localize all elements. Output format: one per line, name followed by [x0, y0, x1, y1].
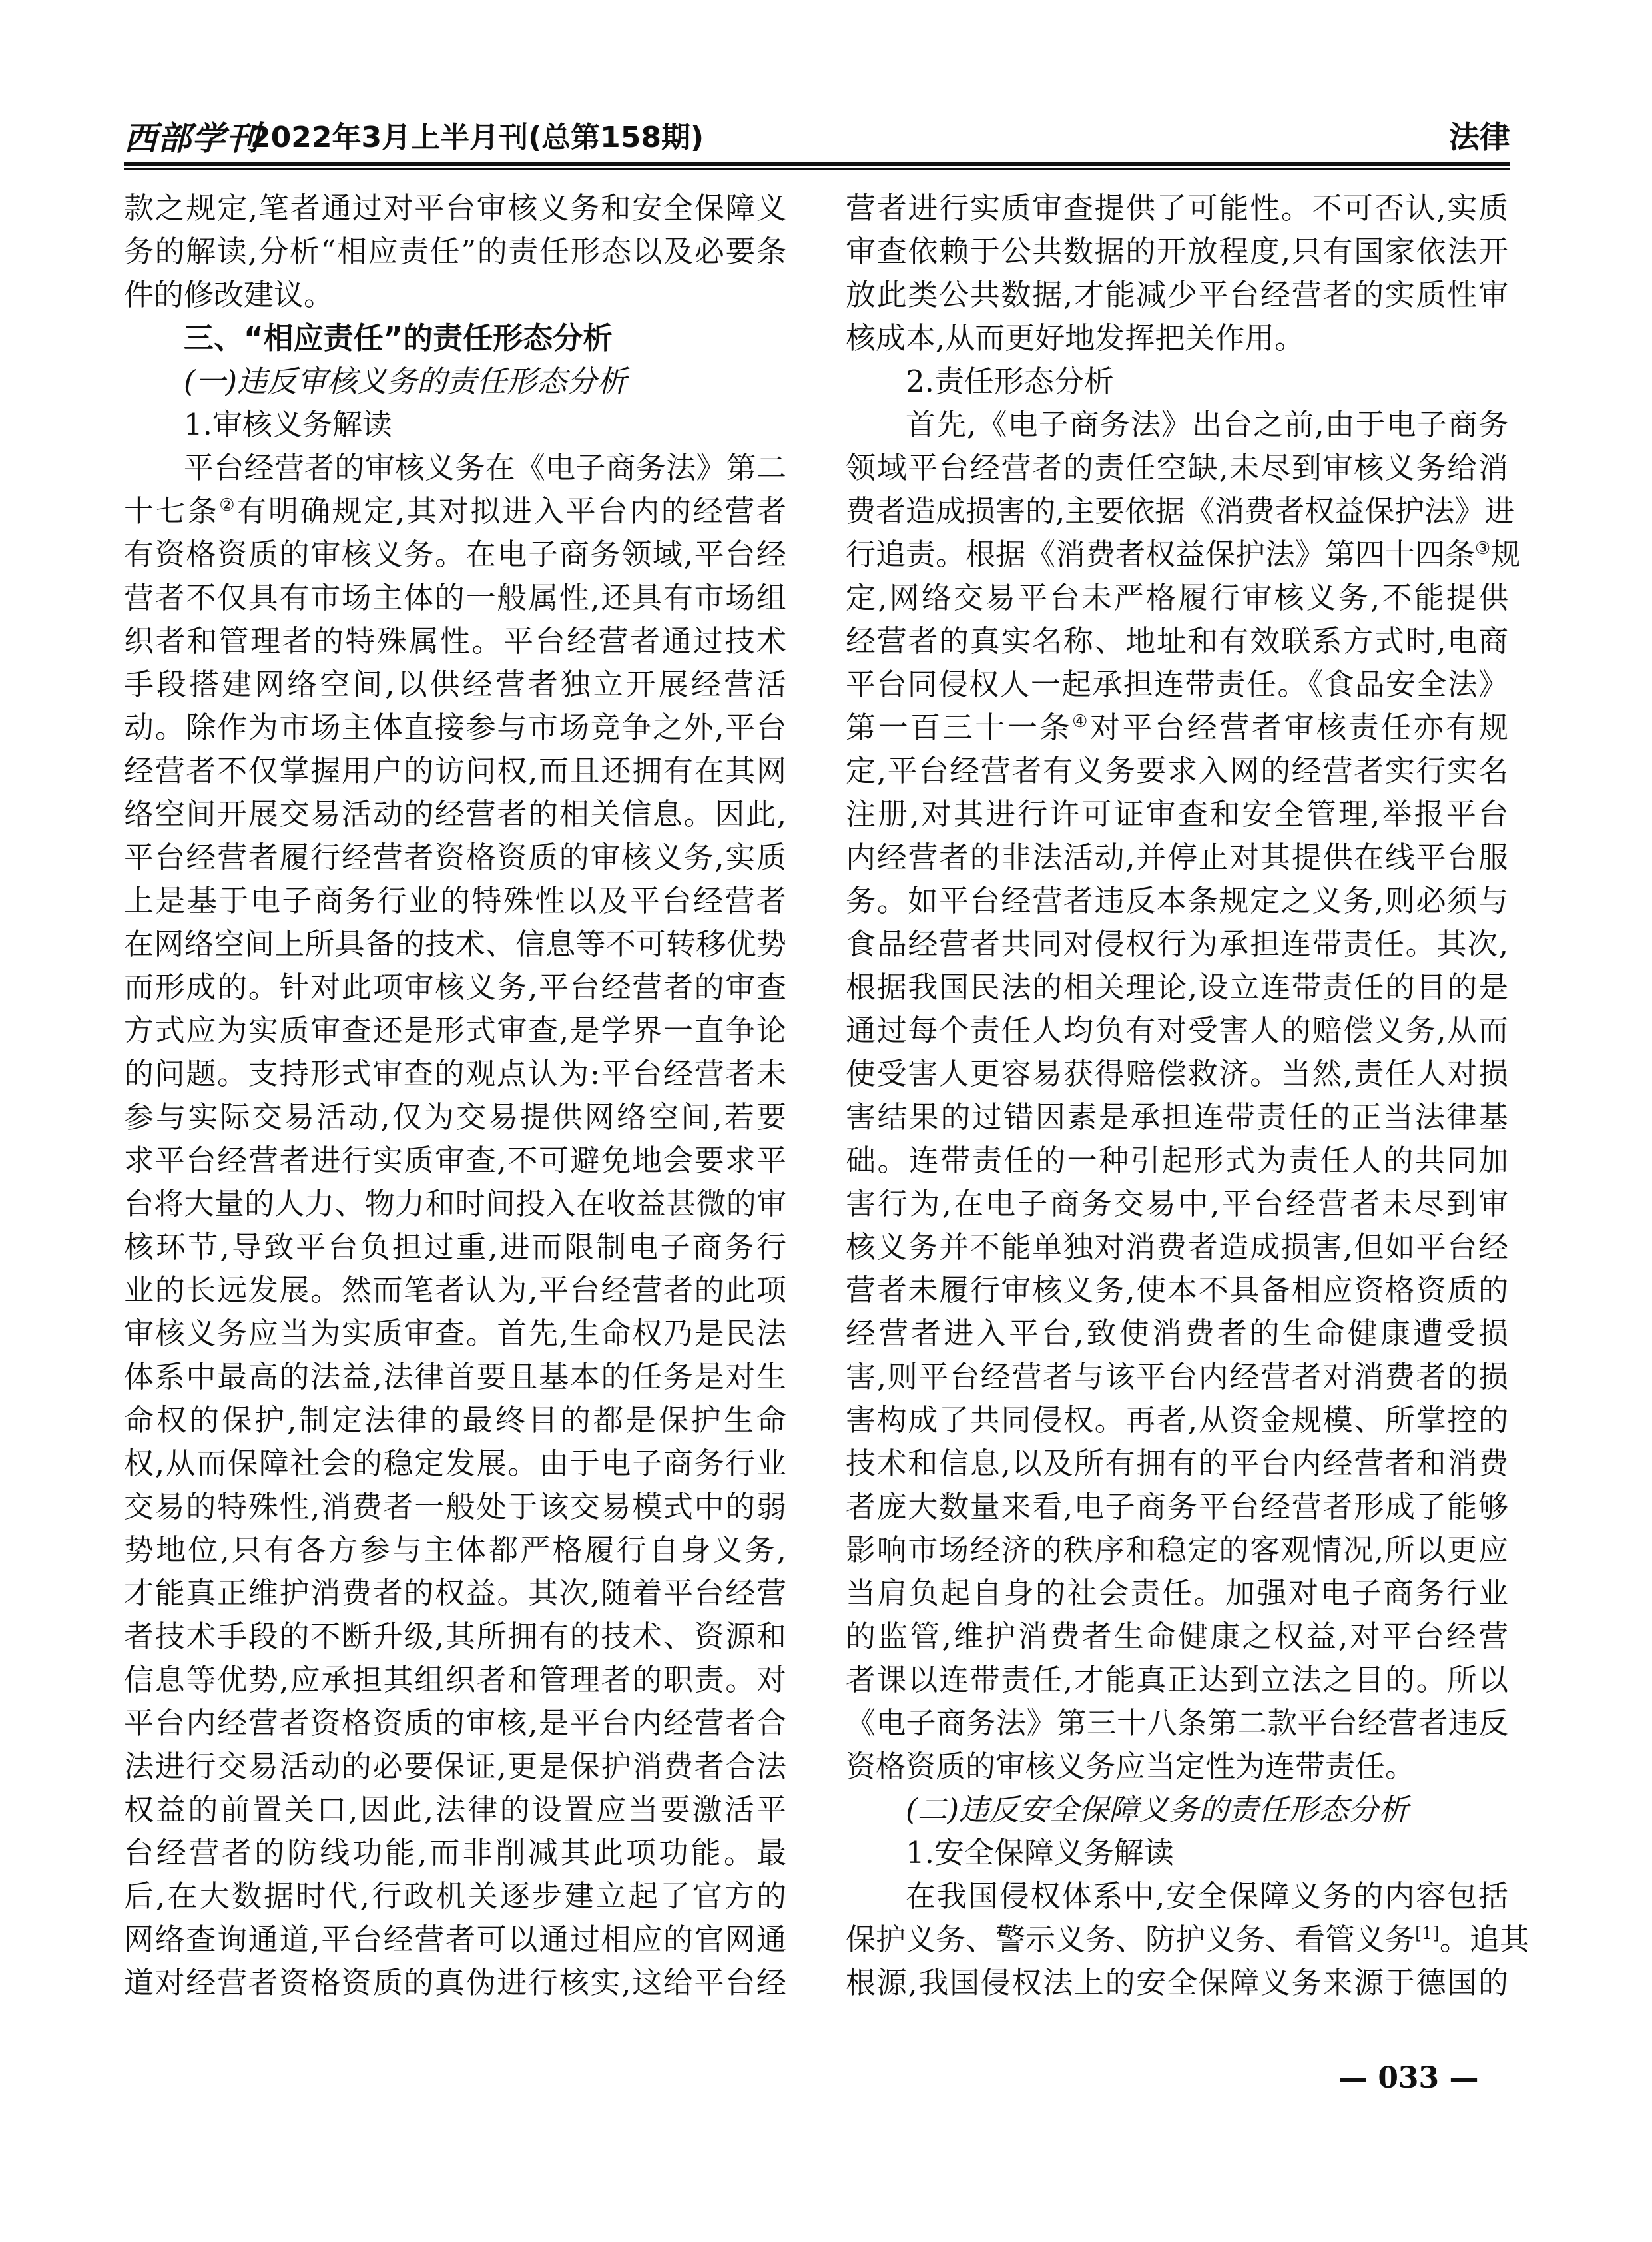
text-line: 者技术手段的不断升级,其所拥有的技术、资源和: [124, 1619, 786, 1654]
subsubsection-heading: 1.审核义务解读: [184, 407, 392, 442]
text-line: 审核义务应当为实质审查。首先,生命权乃是民法: [124, 1316, 786, 1351]
footnote-marker: ④: [1072, 712, 1090, 732]
text-line: 而形成的。针对此项审核义务,平台经营者的审查: [124, 970, 786, 1005]
text-line: 审查依赖于公共数据的开放程度,只有国家依法开: [846, 234, 1508, 269]
page-number: — 033 —: [1338, 2061, 1479, 2095]
text-line: 使受害人更容易获得赔偿救济。当然,责任人对损: [846, 1056, 1508, 1091]
text-line: 害行为,在电子商务交易中,平台经营者未尽到审: [846, 1186, 1508, 1221]
text-line: 有资格资质的审核义务。在电子商务领域,平台经: [124, 537, 786, 572]
header-rule-thin: [124, 168, 1510, 170]
text-line: 营者未履行审核义务,使本不具备相应资格资质的: [846, 1272, 1508, 1308]
text-line: 求平台经营者进行实质审查,不可避免地会要求平: [124, 1143, 786, 1178]
section-heading: 三、“相应责任”的责任形态分析: [184, 320, 613, 356]
text-line: 业的长远发展。然而笔者认为,平台经营者的此项: [124, 1272, 786, 1308]
text-line: 费者造成损害的,主要依据《消费者权益保护法》进: [846, 493, 1515, 529]
text-line: 手段搭建网络空间,以供经营者独立开展经营活: [124, 667, 786, 702]
text-line: 势地位,只有各方参与主体都严格履行自身义务,: [124, 1532, 786, 1567]
subsubsection-heading: 2.责任形态分析: [906, 364, 1114, 399]
text-line: 台将大量的人力、物力和时间投入在收益甚微的审: [124, 1186, 786, 1221]
text-line: 注册,对其进行许可证审查和安全管理,举报平台: [846, 796, 1508, 832]
text-line: 影响市场经济的秩序和稳定的客观情况,所以更应: [846, 1532, 1508, 1567]
text-line: 害结果的过错因素是承担连带责任的正当法律基: [846, 1099, 1508, 1135]
footnote-marker: [1]: [1415, 1924, 1440, 1944]
footnote-marker: ②: [219, 495, 237, 515]
text-line: 信息等优势,应承担其组织者和管理者的职责。对: [124, 1662, 786, 1697]
left-column: [124, 186, 786, 2004]
text-line: 络空间开展交易活动的经营者的相关信息。因此,: [124, 796, 786, 832]
text-line: 法进行交易活动的必要保证,更是保护消费者合法: [124, 1749, 786, 1784]
text-line: 食品经营者共同对侵权行为承担连带责任。其次,: [846, 926, 1508, 962]
text-line: 交易的特殊性,消费者一般处于该交易模式中的弱: [124, 1489, 786, 1524]
text-line: 根源,我国侵权法上的安全保障义务来源于德国的: [846, 1965, 1508, 2000]
text-line: 《电子商务法》第三十八条第二款平台经营者违反: [846, 1705, 1508, 1741]
subsubsection-heading: 1.安全保障义务解读: [906, 1835, 1174, 1870]
text-line: 定,平台经营者有义务要求入网的经营者实行实名: [846, 753, 1508, 788]
text-line: 务。如平台经营者违反本条规定之义务,则必须与: [846, 883, 1508, 918]
text-line: 核义务并不能单独对消费者造成损害,但如平台经: [846, 1229, 1508, 1264]
text-line: 的监管,维护消费者生命健康之权益,对平台经营: [846, 1619, 1508, 1654]
text-line: 害,则平台经营者与该平台内经营者对消费者的损: [846, 1359, 1508, 1394]
running-header: [124, 112, 1510, 158]
text-line: 平台同侵权人一起承担连带责任。《食品安全法》: [846, 667, 1508, 702]
subsection-heading: (一)违反审核义务的责任形态分析: [184, 364, 627, 399]
text-line: 动。除作为市场主体直接参与市场竞争之外,平台: [124, 710, 786, 745]
subsection-heading: (二)违反安全保障义务的责任形态分析: [906, 1792, 1409, 1827]
text-line: 保护义务、警示义务、防护义务、看管义务[1]。追其: [846, 1922, 1529, 1957]
text-line: 平台经营者履行经营者资格资质的审核义务,实质: [124, 840, 786, 875]
text-line: 平台经营者的审核义务在《电子商务法》第二: [184, 450, 786, 485]
text-line: 内经营者的非法活动,并停止对其提供在线平台服: [846, 840, 1508, 875]
text-line: 者课以连带责任,才能真正达到立法之目的。所以: [846, 1662, 1508, 1697]
section-tag: 法律: [1449, 119, 1510, 155]
footnote-marker: ③: [1475, 539, 1491, 559]
text-line: 营者进行实质审查提供了可能性。不可否认,实质: [846, 190, 1508, 226]
text-line: 织者和管理者的特殊属性。平台经营者通过技术: [124, 623, 786, 659]
text-line: 权,从而保障社会的稳定发展。由于电子商务行业: [124, 1446, 786, 1481]
text-line: 核成本,从而更好地发挥把关作用。: [846, 320, 1305, 356]
text-line: 害构成了共同侵权。再者,从资金规模、所掌控的: [846, 1402, 1508, 1438]
text-line: 后,在大数据时代,行政机关逐步建立起了官方的: [124, 1878, 786, 1914]
text-line: 体系中最高的法益,法律首要且基本的任务是对生: [124, 1359, 786, 1394]
text-line: 权益的前置关口,因此,法律的设置应当要激活平: [124, 1792, 786, 1827]
text-line: 才能真正维护消费者的权益。其次,随着平台经营: [124, 1575, 786, 1611]
text-line: 务的解读,分析“相应责任”的责任形态以及必要条: [124, 234, 786, 269]
text-line: 十七条②有明确规定,其对拟进入平台内的经营者: [124, 493, 786, 529]
text-line: 第一百三十一条④对平台经营者审核责任亦有规: [846, 710, 1508, 745]
text-line: 网络查询通道,平台经营者可以通过相应的官网通: [124, 1922, 786, 1957]
text-line: 经营者进入平台,致使消费者的生命健康遭受损: [846, 1316, 1508, 1351]
right-column: [846, 186, 1529, 2004]
text-line: 行追责。根据《消费者权益保护法》第四十四条③规: [846, 537, 1521, 572]
text-line: 者庞大数量来看,电子商务平台经营者形成了能够: [846, 1489, 1508, 1524]
text-line: 平台内经营者资格资质的审核,是平台内经营者合: [124, 1705, 786, 1741]
text-line: 台经营者的防线功能,而非削减其此项功能。最: [124, 1835, 786, 1870]
text-line: 在我国侵权体系中,安全保障义务的内容包括: [906, 1878, 1508, 1914]
text-line: 款之规定,笔者通过对平台审核义务和安全保障义: [124, 190, 786, 226]
header-rule-thick: [124, 162, 1510, 166]
text-line: 经营者的真实名称、地址和有效联系方式时,电商: [846, 623, 1508, 659]
text-line: 经营者不仅掌握用户的访问权,而且还拥有在其网: [124, 753, 786, 788]
text-line: 技术和信息,以及所有拥有的平台内经营者和消费: [846, 1446, 1508, 1481]
text-line: 道对经营者资格资质的真伪进行核实,这给平台经: [124, 1965, 786, 2000]
text-line: 核环节,导致平台负担过重,进而限制电子商务行: [124, 1229, 786, 1264]
issue-info: 2022年3月上半月刊(总第158期): [250, 121, 704, 154]
text-line: 方式应为实质审查还是形式审查,是学界一直争论: [124, 1013, 786, 1048]
text-line: 根据我国民法的相关理论,设立连带责任的目的是: [846, 970, 1508, 1005]
text-line: 资格资质的审核义务应当定性为连带责任。: [846, 1749, 1416, 1784]
text-line: 营者不仅具有市场主体的一般属性,还具有市场组: [124, 580, 786, 615]
text-line: 领域平台经营者的责任空缺,未尽到审核义务给消: [846, 450, 1508, 485]
journal-logo: 西部学刊: [124, 119, 260, 158]
text-line: 当肩负起自身的社会责任。加强对电子商务行业: [846, 1575, 1508, 1611]
text-line: 首先,《电子商务法》出台之前,由于电子商务: [906, 407, 1508, 442]
text-line: 件的修改建议。: [124, 277, 334, 312]
text-line: 在网络空间上所具备的技术、信息等不可转移优势: [124, 926, 786, 962]
text-line: 通过每个责任人均负有对受害人的赔偿义务,从而: [846, 1013, 1508, 1048]
text-line: 参与实际交易活动,仅为交易提供网络空间,若要: [124, 1099, 786, 1135]
text-line: 础。连带责任的一种引起形式为责任人的共同加: [846, 1143, 1508, 1178]
text-line: 定,网络交易平台未严格履行审核义务,不能提供: [846, 580, 1508, 615]
text-line: 的问题。支持形式审查的观点认为:平台经营者未: [124, 1056, 786, 1091]
text-line: 放此类公共数据,才能减少平台经营者的实质性审: [846, 277, 1508, 312]
text-line: 上是基于电子商务行业的特殊性以及平台经营者: [124, 883, 786, 918]
text-line: 命权的保护,制定法律的最终目的都是保护生命: [124, 1402, 786, 1438]
